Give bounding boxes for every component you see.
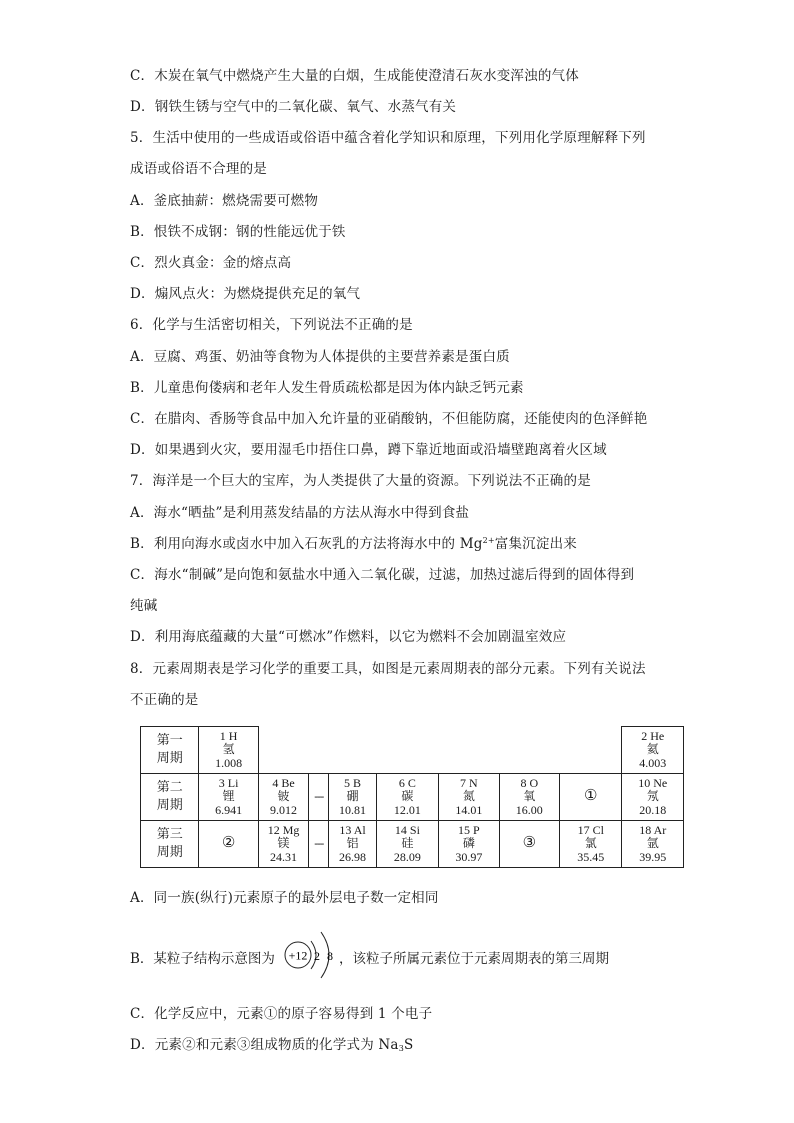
q7-option-b: B．利用向海水或卤水中加入石灰乳的方法将海水中的 $Mg^{2+}$富集沉淀出来: [130, 536, 577, 552]
q8-option-d: D．元素②和元素③组成物质的化学式为 $Na_3S$: [130, 1037, 414, 1053]
period-2-label: 第二 周期: [141, 774, 199, 821]
q6-option-c: C．在腊肉、香肠等食品中加入允许量的亚硝酸钠，不但能防腐，还能使肉的色泽鲜艳: [130, 411, 648, 427]
q6-option-a: A．豆腐、鸡蛋、奶油等食物为人体提供的主要营养素是蛋白质: [130, 349, 510, 365]
gap-dashes: ---: [309, 821, 329, 868]
q8-stem: 8．元素周期表是学习化学的重要工具，如图是元素周期表的部分元素。下列有关说法: [130, 661, 646, 677]
q7-stem: 7．海洋是一个巨大的宝库，为人类提供了大量的资源。下列说法不正确的是: [130, 473, 591, 489]
element-cell-be: 4 Be 铍 9.012: [258, 774, 308, 821]
q6-option-b: B．儿童患佝偻病和老年人发生骨质疏松都是因为体内缺乏钙元素: [130, 380, 524, 396]
q5-option-a: A．釜底抽薪：燃烧需要可燃物: [130, 193, 319, 209]
element-cell-al: 13 Al 铝 26.98: [329, 821, 376, 868]
q4-option-d: D．钢铁生锈与空气中的二氧化碳、氧气、水蒸气有关: [130, 99, 457, 115]
element-cell-b: 5 B 硼 10.81: [329, 774, 376, 821]
q8-stem-cont: 不正确的是: [130, 692, 199, 708]
q5-stem-cont: 成语或俗语不合理的是: [130, 161, 267, 177]
q7-option-c: C．海水“制碱”是向饱和氨盐水中通入二氧化碳，过滤，加热过滤后得到的固体得到: [130, 567, 635, 583]
element-cell-si: 14 Si 硅 28.09: [376, 821, 438, 868]
element-cell-cl: 17 Cl 氯 35.45: [560, 821, 622, 868]
period-1-label: 第一 周期: [141, 727, 199, 774]
element-cell-ar: 18 Ar 氩 39.95: [622, 821, 684, 868]
period-3-label: 第三 周期: [141, 821, 199, 868]
element-cell-li: 3 Li 锂 6.941: [199, 774, 258, 821]
q7-option-c-cont: 纯碱: [130, 598, 158, 614]
q7-option-d: D．利用海底蕴藏的大量“可燃冰”作燃料，以它为燃料不会加剧温室效应: [130, 629, 567, 645]
element-cell-h: 1 H 氢 1.008: [199, 727, 258, 774]
q5-option-d: D．煽风点火：为燃烧提供充足的氧气: [130, 286, 361, 302]
periodic-table: [140, 726, 684, 868]
q8-option-b-lead: B．某粒子结构示意图为: [130, 951, 275, 967]
unknown-element-1: ①: [560, 774, 622, 821]
q8-option-a: A．同一族(纵行)元素原子的最外层电子数一定相同: [130, 890, 439, 906]
q7-option-a: A．海水“晒盐”是利用蒸发结晶的方法从海水中得到食盐: [130, 505, 470, 521]
q8-option-c: C．化学反应中，元素①的原子容易得到 1 个电子: [130, 1006, 433, 1022]
element-cell-he: 2 He 氦 4.003: [622, 727, 684, 774]
shell-1-electrons: 2: [314, 949, 320, 963]
q4-option-c: C．木炭在氧气中燃烧产生大量的白烟，生成能使澄清石灰水变浑浊的气体: [130, 68, 579, 84]
q6-option-d: D．如果遇到火灾，要用湿毛巾捂住口鼻，蹲下靠近地面或沿墙壁跑离着火区域: [130, 442, 607, 458]
unknown-element-3: ③: [499, 821, 559, 868]
atom-structure-diagram: [283, 924, 341, 986]
q6-stem: 6．化学与生活密切相关，下列说法不正确的是: [130, 317, 413, 333]
nucleus-charge: +12: [288, 948, 308, 963]
unknown-element-2: ②: [199, 821, 258, 868]
element-cell-ne: 10 Ne 氖 20.18: [622, 774, 684, 821]
element-cell-n: 7 N 氮 14.01: [439, 774, 499, 821]
element-cell-o: 8 O 氧 16.00: [499, 774, 559, 821]
q5-option-c: C．烈火真金：金的熔点高: [130, 255, 292, 271]
q5-option-b: B．恨铁不成钢：钢的性能远优于铁: [130, 224, 346, 240]
q5-stem: 5．生活中使用的一些成语或俗语中蕴含着化学知识和原理，下列用化学原理解释下列: [130, 130, 646, 146]
gap-dashes: ---: [309, 774, 329, 821]
element-cell-mg: 12 Mg 镁 24.31: [258, 821, 308, 868]
shell-2-electrons: 8: [327, 949, 333, 963]
q8-option-b-rest: ，该粒子所属元素位于元素周期表的第三周期: [339, 951, 609, 967]
element-cell-p: 15 P 磷 30.97: [439, 821, 499, 868]
element-cell-c: 6 C 碳 12.01: [376, 774, 438, 821]
